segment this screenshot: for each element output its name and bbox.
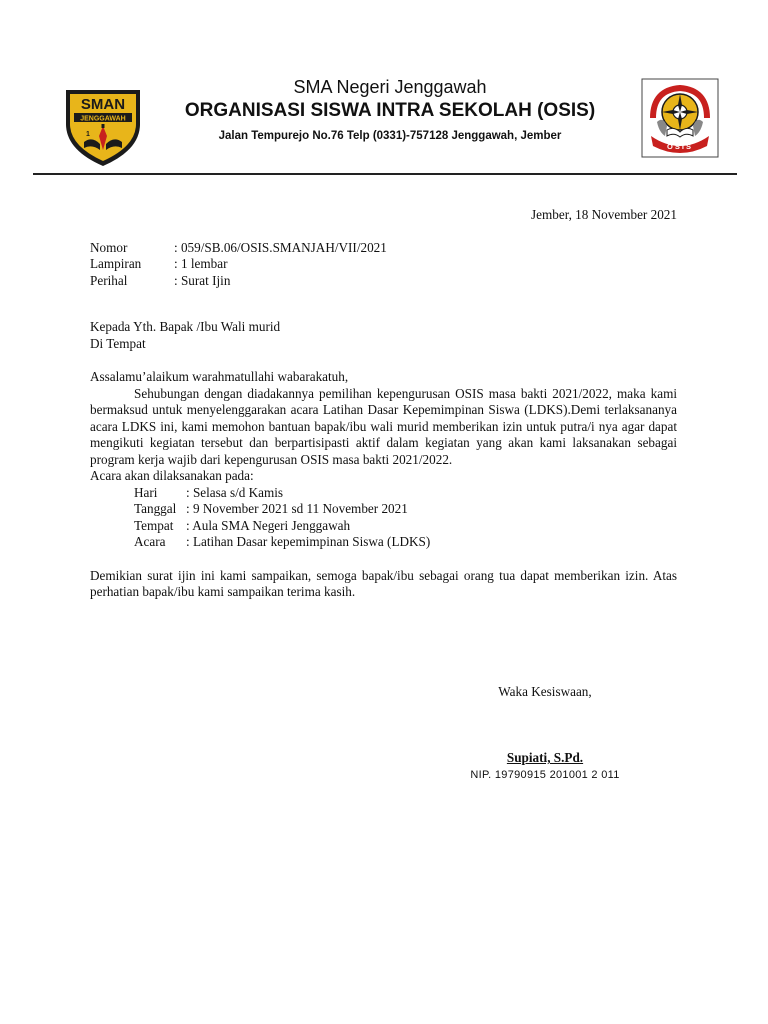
- school-name: SMA Negeri Jenggawah: [293, 77, 487, 97]
- meta-row-lampiran: [90, 256, 677, 273]
- event-details: [134, 485, 677, 551]
- meta-value: : 1 lembar: [174, 256, 228, 271]
- signer-name: Supiati, S.Pd.: [506, 750, 584, 765]
- event-value: : 9 November 2021 sd 11 November 2021: [186, 501, 408, 516]
- meta-row-nomor: [90, 240, 677, 257]
- logo-right-text: OSIS: [667, 142, 693, 151]
- event-row-tempat: [134, 518, 677, 535]
- event-label: Tanggal: [134, 501, 177, 516]
- meta-row-perihal: [90, 273, 677, 290]
- paragraph-main: Sehubungan dengan diadakannya pemilihan kepengurusan OSIS masa bakti 2021/2022, maka kami bermaksud untuk menyelenggarakan acara Latihan Dasar Kepemimpinan Siswa (LDKS).Demi terlaksananya acara LDKS ini, kami memohon bantuan bapak/ibu wali murid memberikan izin untuk putra/i nya agar dapat mengikuti kegiatan tersebut dan berpartisipasti aktif dalam kegiatan yang akan kami laksanakan sebagai program kerja wajib dari kepengurusan OSIS masa bakti 2021/2022.: [90, 385, 677, 467]
- school-address: Jalan Tempurejo No.76 Telp (0331)-757128 Jenggawah, Jember: [218, 130, 562, 142]
- sman-jenggawah-logo: [62, 84, 144, 168]
- event-label: Acara: [134, 534, 166, 549]
- letter-date: Jember, 18 November 2021: [531, 207, 677, 222]
- recipient-place: Di Tempat: [90, 335, 146, 351]
- event-row-tanggal: [134, 501, 677, 518]
- event-label: Hari: [134, 484, 158, 500]
- signature-block: [440, 684, 650, 781]
- letterhead-text: [160, 76, 620, 146]
- meta-label: Lampiran: [90, 256, 142, 271]
- event-label: Tempat: [134, 517, 174, 533]
- meta-value: : Surat Ijin: [174, 272, 231, 288]
- meta-label: Perihal: [90, 272, 128, 288]
- event-row-hari: [134, 485, 677, 502]
- osis-logo: [641, 78, 719, 158]
- signature-title: Waka Kesiswaan,: [498, 684, 592, 699]
- greeting: Assalamu’alaikum warahmatullahi wabarakatuh,: [90, 369, 349, 384]
- event-value: : Latihan Dasar kepemimpinan Siswa (LDKS): [186, 534, 431, 549]
- meta-value: : 059/SB.06/OSIS.SMANJAH/VII/2021: [174, 239, 387, 255]
- letter-body: [90, 207, 677, 601]
- event-row-acara: [134, 534, 677, 551]
- svg-text:1: 1: [86, 131, 90, 138]
- event-value: : Aula SMA Negeri Jenggawah: [186, 517, 351, 533]
- logo-left-title: SMAN: [80, 96, 126, 113]
- event-value: : Selasa s/d Kamis: [186, 484, 284, 500]
- letterhead: [0, 0, 768, 180]
- closing-paragraph: Demikian surat ijin ini kami sampaikan, semoga bapak/ibu sebagai orang tua dapat memberikan izin. Atas perhatian bapak/ibu kami sampaikan terima kasih.: [90, 567, 677, 599]
- letterhead-divider: [33, 173, 737, 175]
- letter-meta: [90, 240, 677, 290]
- signer-nip: NIP. 19790915 201001 2 011: [470, 769, 620, 781]
- meta-label: Nomor: [90, 239, 128, 255]
- recipient-line: Kepada Yth. Bapak /Ibu Wali murid: [90, 319, 281, 334]
- event-intro: Acara akan dilaksanakan pada:: [90, 468, 254, 483]
- organization-name: ORGANISASI SISWA INTRA SEKOLAH (OSIS): [184, 100, 596, 121]
- logo-left-subtitle: JENGGAWAH: [80, 115, 126, 123]
